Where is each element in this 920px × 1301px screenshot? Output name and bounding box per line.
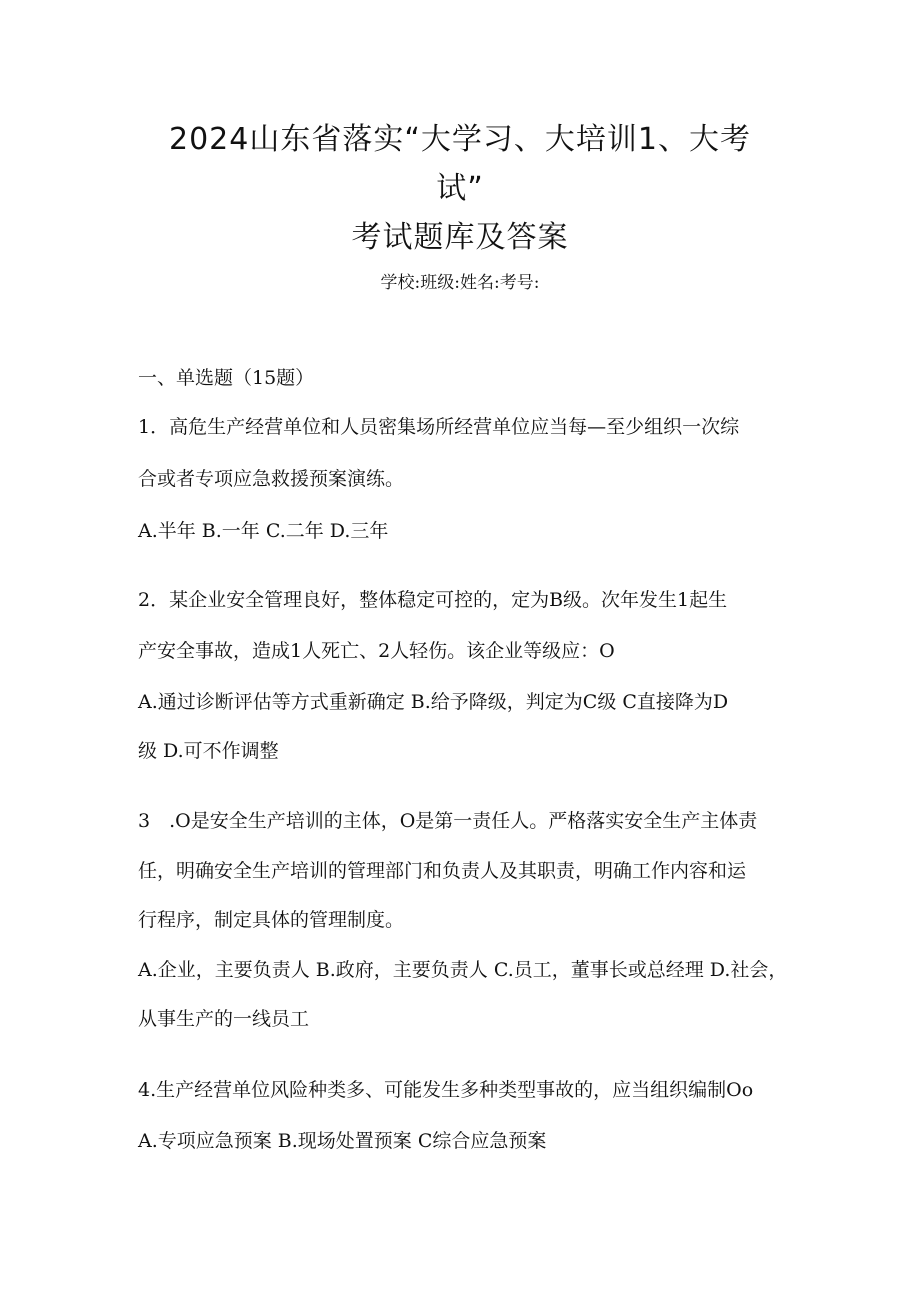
question-3-options-line-2: 从事生产的一线员工: [138, 1008, 310, 1030]
question-3-options-line-1: A.企业，主要负责人 B.政府，主要负责人 C.员工，董事长或总经理 D.社会，: [138, 959, 788, 981]
question-2-options-line-2: 级 D.可不作调整: [138, 740, 279, 762]
question-4-stem: 4.生产经营单位风险种类多、可能发生多种类型事故的，应当组织编制Oo: [138, 1079, 754, 1101]
question-2-stem-line-2: 产安全事故，造成1人死亡、2人轻伤。该企业等级应：O: [138, 640, 615, 662]
question-1-stem-line-1: 1．高危生产经营单位和人员密集场所经营单位应当每—至少组织一次综: [138, 416, 740, 438]
question-1-stem-line-2: 合或者专项应急救援预案演练。: [138, 468, 405, 490]
question-4-options: A.专项应急预案 B.现场处置预案 C综合应急预案: [138, 1130, 547, 1152]
question-3-stem-line-1: 3 .O是安全生产培训的主体，O是第一责任人。严格落实安全生产主体责: [138, 810, 758, 832]
document-subtitle: 考试题库及答案: [351, 220, 569, 255]
question-1-options: A.半年 B.一年 C.二年 D.三年: [138, 520, 389, 542]
question-3-stem-line-2: 任，明确安全生产培训的管理部门和负责人及其职责，明确工作内容和运: [138, 860, 747, 882]
document-title-line-2: 试”: [436, 171, 484, 206]
question-2-options-line-1: A.通过诊断评估等方式重新确定 B.给予降级，判定为C级 C直接降为D: [138, 691, 729, 713]
student-info-line: 学校:班级:姓名:考号:: [380, 273, 540, 293]
question-2-stem-line-1: 2．某企业安全管理良好，整体稳定可控的，定为B级。次年发生1起生: [138, 589, 728, 611]
document-title-line-1: 2024山东省落实“大学习、大培训1、大考: [169, 122, 751, 157]
question-3-stem-line-3: 行程序，制定具体的管理制度。: [138, 909, 405, 931]
section-heading: 一、单选题（15题）: [138, 367, 315, 389]
